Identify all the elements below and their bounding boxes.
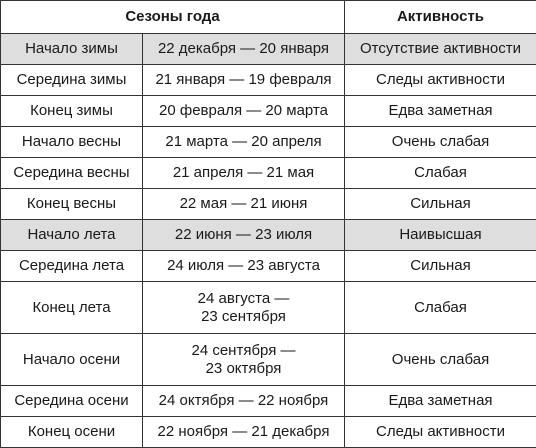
activity-cell: Следы активности <box>345 417 536 448</box>
table-row <box>1 65 536 96</box>
period-cell: Конец лета <box>1 282 143 334</box>
activity-cell: Сильная <box>345 189 536 220</box>
table-row <box>1 158 536 189</box>
table-row <box>1 189 536 220</box>
dates-cell: 22 декабря — 20 января <box>143 34 345 65</box>
header-seasons: Сезоны года <box>1 1 345 34</box>
table-row <box>1 96 536 127</box>
table-row <box>1 251 536 282</box>
activity-cell: Отсутствие активности <box>345 34 536 65</box>
activity-cell: Едва заметная <box>345 386 536 417</box>
period-cell: Конец осени <box>1 417 143 448</box>
table-row <box>1 417 536 448</box>
table-row <box>1 334 536 386</box>
dates-cell: 21 апреля — 21 мая <box>143 158 345 189</box>
dates-line: 23 октября <box>147 360 340 378</box>
dates-cell: 21 января — 19 февраля <box>143 65 345 96</box>
dates-cell: 24 июля — 23 августа <box>143 251 345 282</box>
activity-cell: Очень слабая <box>345 334 536 386</box>
dates-cell: 22 ноября — 21 декабря <box>143 417 345 448</box>
period-cell: Середина весны <box>1 158 143 189</box>
dates-line: 24 сентября — <box>147 342 340 360</box>
dates-cell: 21 марта — 20 апреля <box>143 127 345 158</box>
period-cell: Середина осени <box>1 386 143 417</box>
activity-cell: Следы активности <box>345 65 536 96</box>
dates-line: 24 августа — <box>147 290 340 308</box>
table-row <box>1 220 536 251</box>
header-activity: Активность <box>345 1 536 34</box>
activity-cell: Наивысшая <box>345 220 536 251</box>
activity-cell: Очень слабая <box>345 127 536 158</box>
dates-cell <box>143 334 345 386</box>
dates-cell: 24 октября — 22 ноября <box>143 386 345 417</box>
dates-cell: 22 мая — 21 июня <box>143 189 345 220</box>
dates-line: 23 сентября <box>147 308 340 326</box>
period-cell: Конец зимы <box>1 96 143 127</box>
table-header-row <box>1 1 536 34</box>
table-row <box>1 386 536 417</box>
period-cell: Конец весны <box>1 189 143 220</box>
dates-cell: 20 февраля — 20 марта <box>143 96 345 127</box>
period-cell: Начало осени <box>1 334 143 386</box>
period-cell: Начало весны <box>1 127 143 158</box>
period-cell: Начало лета <box>1 220 143 251</box>
table-row <box>1 34 536 65</box>
activity-cell: Слабая <box>345 282 536 334</box>
period-cell: Начало зимы <box>1 34 143 65</box>
activity-cell: Слабая <box>345 158 536 189</box>
dates-cell <box>143 282 345 334</box>
activity-cell: Сильная <box>345 251 536 282</box>
period-cell: Середина лета <box>1 251 143 282</box>
table-row <box>1 127 536 158</box>
dates-cell: 22 июня — 23 июля <box>143 220 345 251</box>
table-row <box>1 282 536 334</box>
activity-cell: Едва заметная <box>345 96 536 127</box>
period-cell: Середина зимы <box>1 65 143 96</box>
